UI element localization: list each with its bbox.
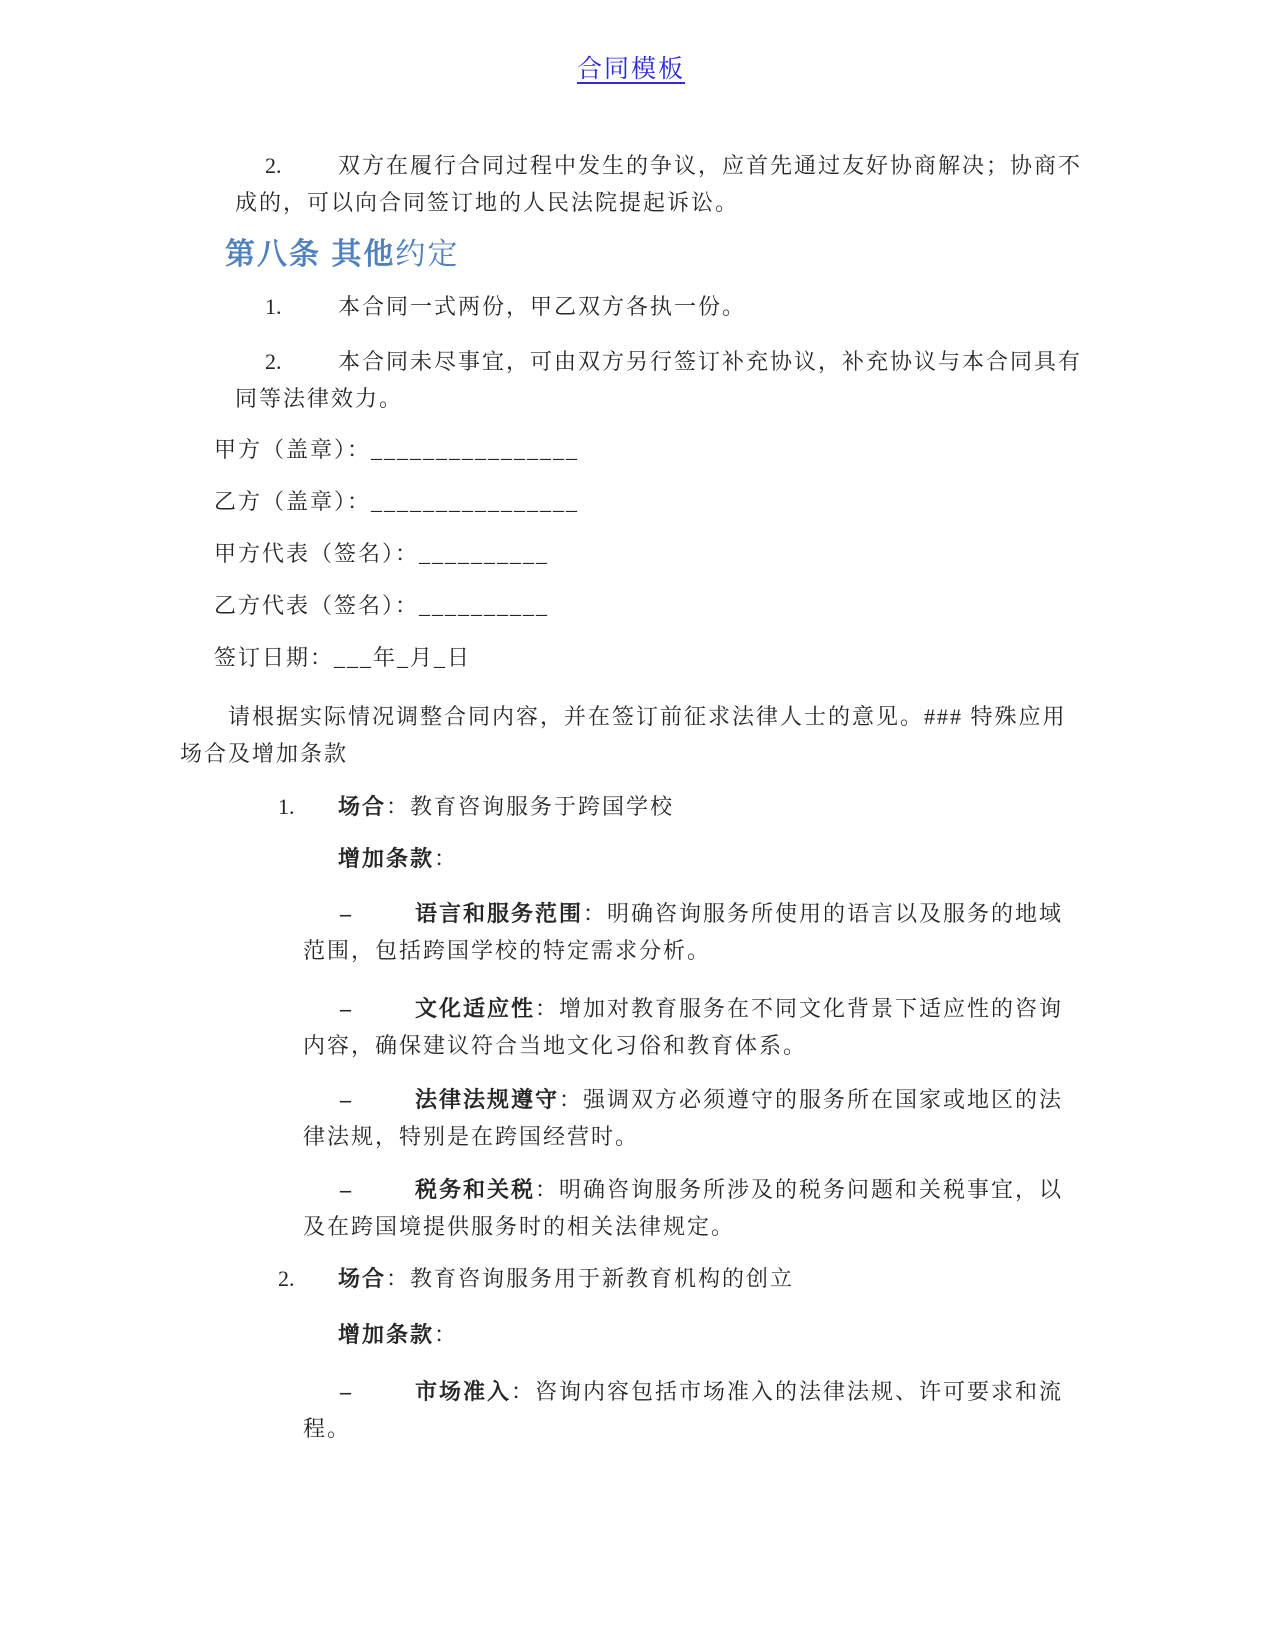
clause-term: 法律法规遵守 [415, 1087, 560, 1112]
clause-term: 文化适应性 [415, 996, 536, 1021]
separator: ： [386, 1266, 411, 1291]
party-a-seal-line: 甲方（盖章）：________________ [214, 437, 580, 462]
party-b-seal-line: 乙方（盖章）：________________ [214, 489, 580, 514]
separator: ： [511, 1379, 536, 1404]
clause-text: 明确咨询服务所涉及的税务问题和关税事宜，以及在跨国境提供服务时的相关法律规定。 [303, 1177, 1064, 1239]
list-number: 1. [265, 294, 282, 319]
scenario-item [180, 1260, 1082, 1297]
scenario-clause [180, 1081, 1082, 1155]
scenario-item [180, 788, 1082, 825]
list-number: 2. [265, 349, 282, 374]
added-clauses-label: 增加条款 [338, 846, 435, 871]
dash-bullet: – [340, 901, 353, 926]
list-number: 2. [265, 153, 282, 178]
separator: ： [434, 846, 459, 871]
party-b-representative-line: 乙方代表（签名）：__________ [214, 593, 550, 618]
added-clauses-heading [338, 1316, 1082, 1353]
section-heading [225, 233, 1082, 277]
document-title-link[interactable]: 合同模板 [576, 56, 685, 83]
clause-text: 增加对教育服务在不同文化背景下适应性的咨询内容，确保建议符合当地文化习俗和教育体系。 [303, 996, 1064, 1058]
added-clauses-heading [338, 840, 1082, 877]
scenario-clause [180, 990, 1082, 1064]
list-number: 2. [278, 1266, 295, 1291]
heading-regular-part: 约定 [395, 238, 460, 271]
scenario-clause [180, 1373, 1082, 1447]
sign-date-line: 签订日期：___年_月_日 [214, 645, 472, 670]
dispute-resolution-clause [180, 147, 1082, 221]
list-item [180, 343, 1082, 417]
list-number: 1. [278, 794, 295, 819]
separator: ： [535, 1177, 560, 1202]
scenario-clause [180, 1171, 1082, 1245]
scenario-label: 场合 [338, 1266, 387, 1291]
separator: ： [386, 794, 411, 819]
list-item [180, 288, 1082, 325]
dash-bullet: – [340, 1177, 353, 1202]
dash-bullet: – [340, 1087, 353, 1112]
clause-text: 强调双方必须遵守的服务所在国家或地区的法律法规，特别是在跨国经营时。 [303, 1087, 1064, 1149]
clause-text: 咨询内容包括市场准入的法律法规、许可要求和流程。 [303, 1379, 1064, 1441]
scenario-description: 教育咨询服务于跨国学校 [410, 794, 675, 819]
dash-bullet: – [340, 1379, 353, 1404]
separator: ： [559, 1087, 584, 1112]
added-clauses-label: 增加条款 [338, 1322, 435, 1347]
party-a-representative-line: 甲方代表（签名）：__________ [214, 541, 550, 566]
scenario-clause [180, 895, 1082, 969]
note-paragraph: 请根据实际情况调整合同内容，并在签订前征求法律人士的意见。### 特殊应用场合及增加条款 [180, 704, 1067, 766]
separator: ： [535, 996, 560, 1021]
list-item-text: 本合同未尽事宜，可由双方另行签订补充协议，补充协议与本合同具有同等法律效力。 [235, 349, 1083, 411]
scenario-label: 场合 [338, 794, 387, 819]
document-header [180, 50, 1082, 90]
dash-bullet: – [340, 996, 353, 1021]
clause-term: 税务和关税 [415, 1177, 536, 1202]
clause-text: 明确咨询服务所使用的语言以及服务的地域范围，包括跨国学校的特定需求分析。 [303, 901, 1064, 963]
heading-bold-part: 第八条 其他 [225, 238, 396, 271]
separator: ： [583, 901, 608, 926]
scenario-description: 教育咨询服务用于新教育机构的创立 [410, 1266, 795, 1291]
separator: ： [434, 1322, 459, 1347]
clause-term: 市场准入 [415, 1379, 512, 1404]
clause-text: 双方在履行合同过程中发生的争议，应首先通过友好协商解决；协商不成的，可以向合同签订地的人民法院提起诉讼。 [235, 153, 1083, 215]
clause-term: 语言和服务范围 [415, 901, 584, 926]
list-item-text: 本合同一式两份，甲乙双方各执一份。 [338, 294, 747, 319]
